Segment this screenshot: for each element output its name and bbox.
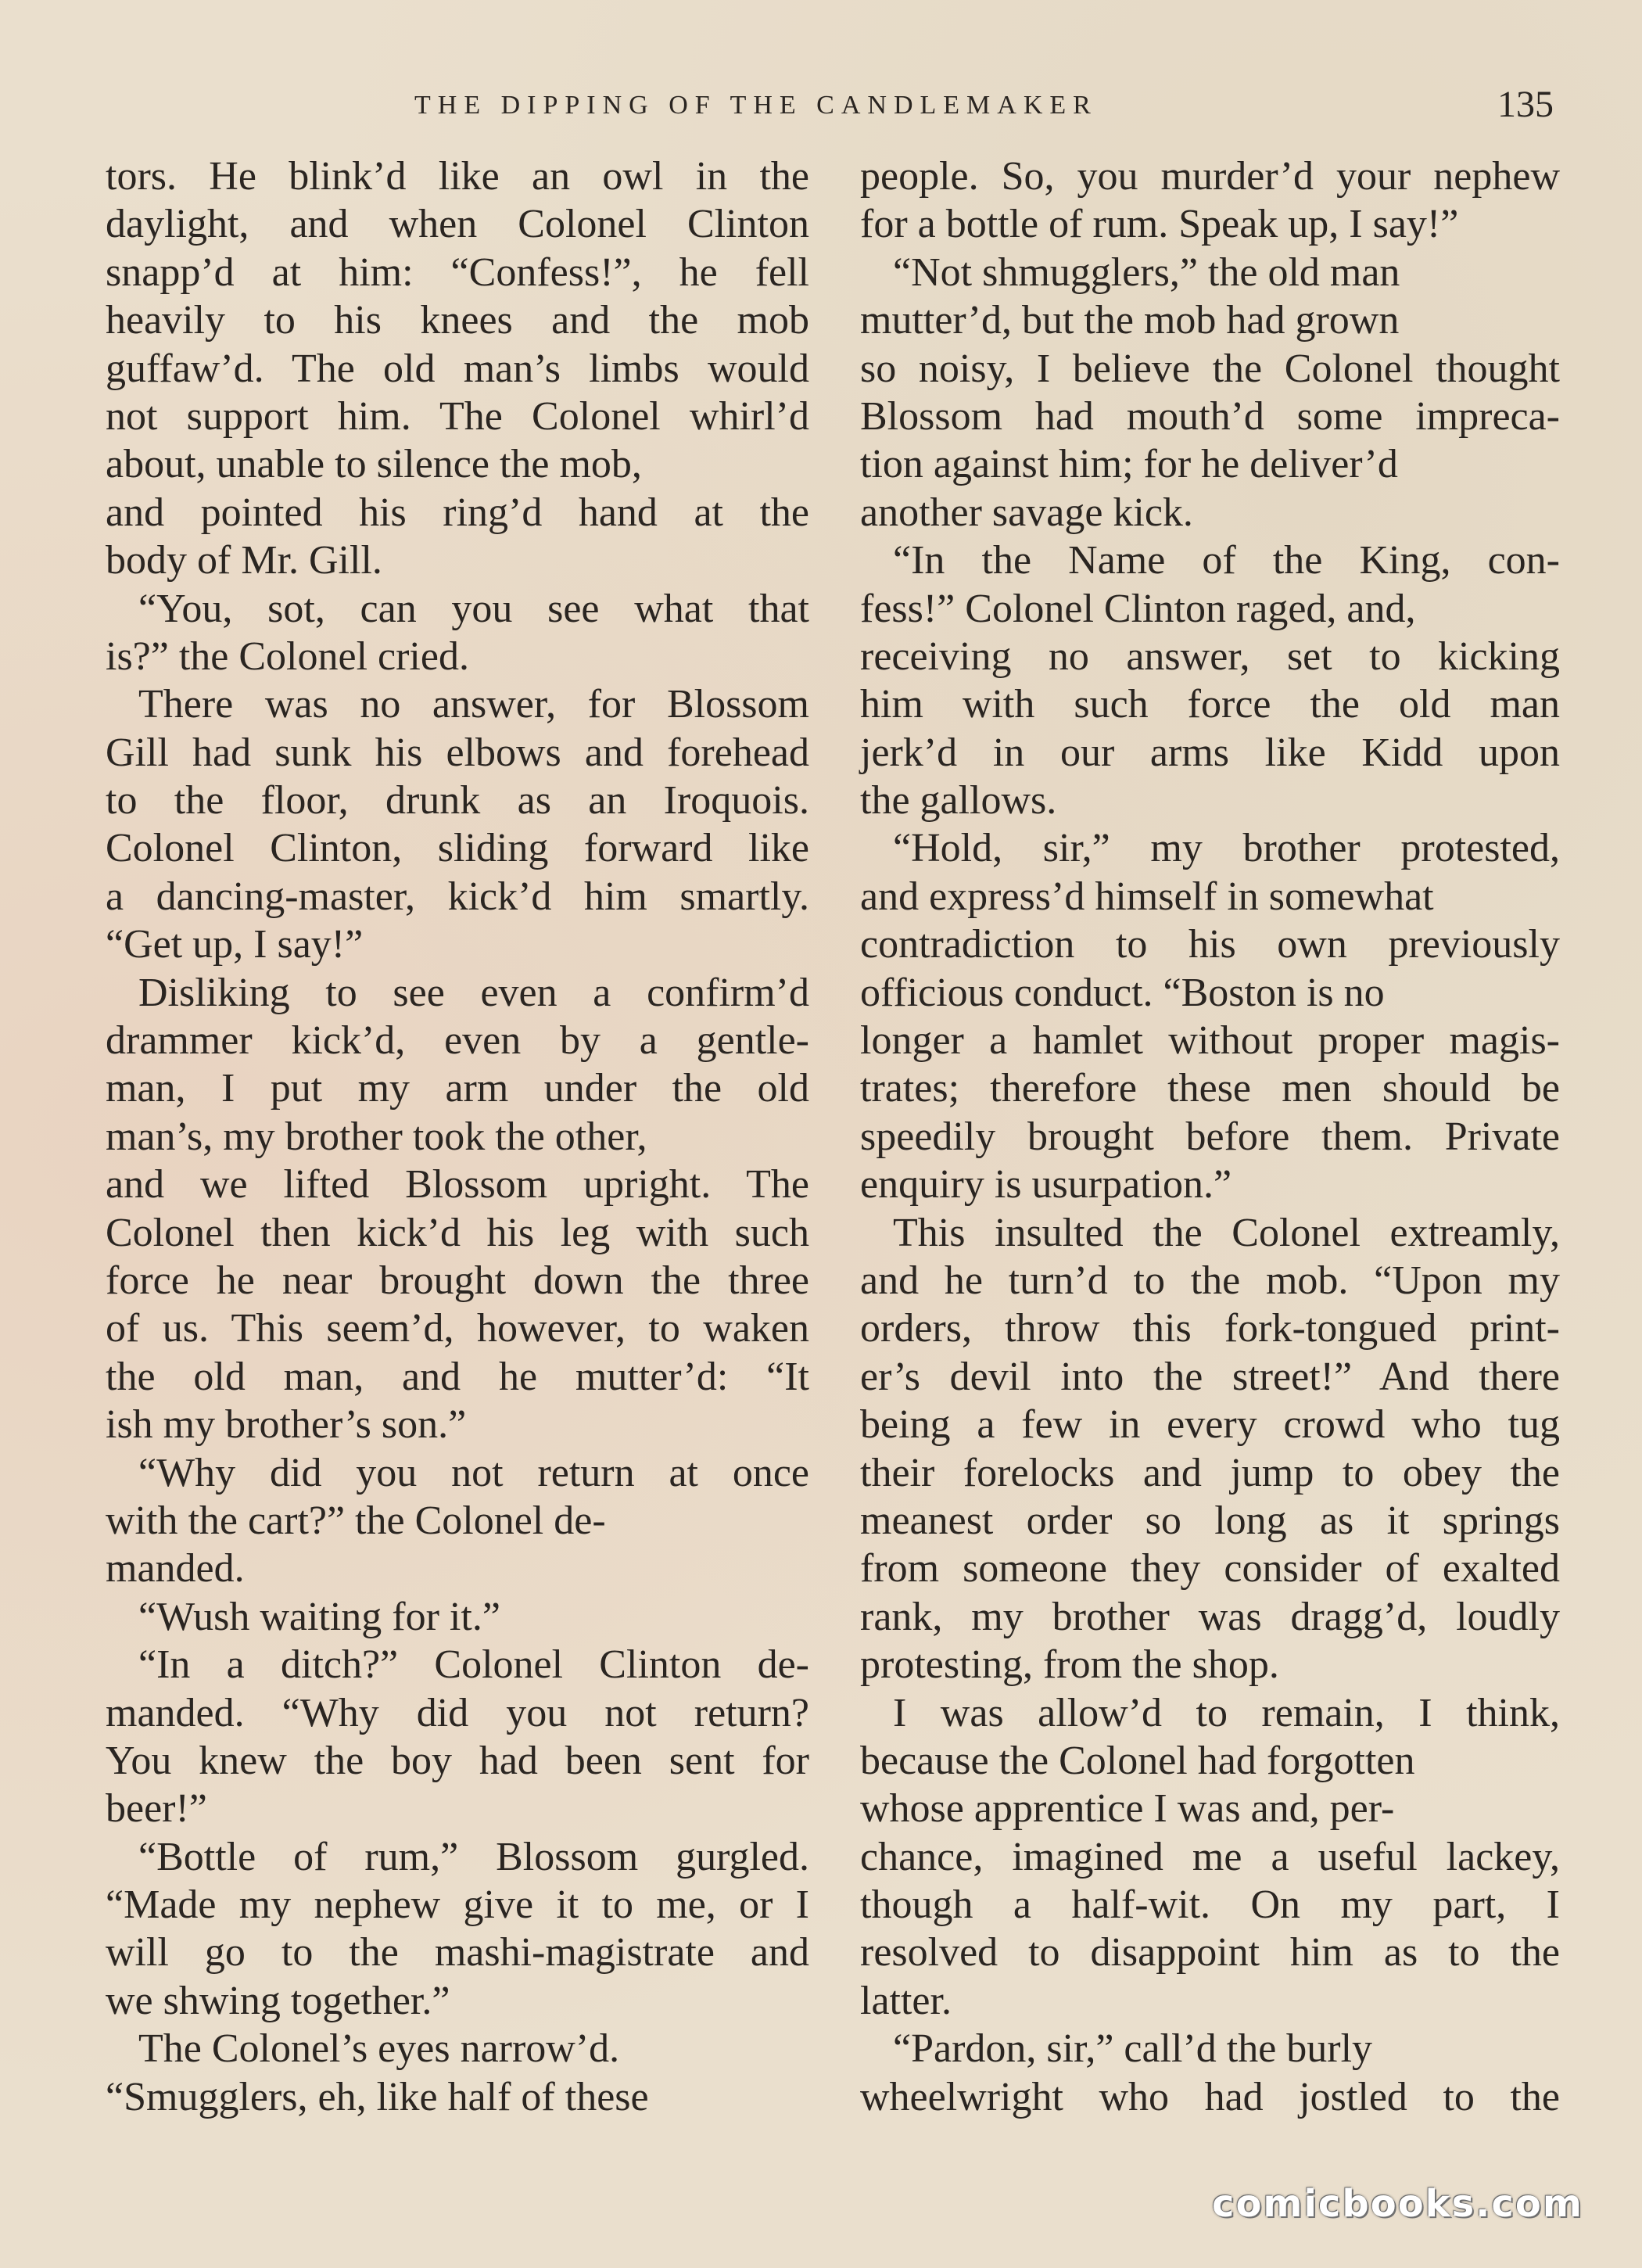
text-line: wheelwright who had jostled to the [860, 2074, 1560, 2119]
text-line: the old man, and he mutter’d: “It [106, 1354, 809, 1399]
text-line: and pointed his ring’d hand at the [106, 490, 809, 535]
paragraph [860, 1209, 1564, 1689]
text-line: a dancing-master, kick’d him smartly. [106, 874, 809, 919]
text-line: latter. [860, 1978, 952, 2023]
text-line: whose apprentice I was and, per- [860, 1786, 1395, 1832]
paragraph [860, 824, 1564, 1208]
right-text-column [860, 153, 1564, 2121]
text-line: This insulted the Colonel extreamly, [893, 1210, 1560, 1255]
text-line: The Colonel’s eyes narrow’d. [138, 2026, 620, 2072]
text-line: him with such force the old man [860, 682, 1560, 727]
text-line: “Hold, sir,” my brother protested, [893, 826, 1560, 871]
paragraph [860, 1689, 1564, 2026]
text-line: beer!” [106, 1786, 207, 1832]
text-line: meanest order so long as it springs [860, 1498, 1560, 1543]
text-line: receiving no answer, set to kicking [860, 633, 1560, 679]
text-line: so noisy, I believe the Colonel thought [860, 346, 1560, 391]
text-line: contradiction to his own previously [860, 922, 1560, 967]
paragraph [860, 536, 1564, 824]
text-line: another savage kick. [860, 490, 1193, 535]
text-line: fess!” Colonel Clinton raged, and, [860, 586, 1416, 631]
text-line: daylight, and when Colonel Clinton [106, 202, 809, 247]
text-line: of us. This seem’d, however, to waken [106, 1306, 809, 1351]
text-line: “Wush waiting for it.” [138, 1594, 500, 1639]
text-line: Colonel Clinton, sliding forward like [106, 826, 809, 871]
text-line: people. So, you murder’d your nephew [860, 154, 1560, 199]
text-line: to the floor, drunk as an Iroquois. [106, 778, 809, 824]
paragraph [860, 2025, 1564, 2121]
text-line: man, I put my arm under the old [106, 1066, 809, 1111]
text-line: “You, sot, can you see what that [138, 586, 809, 631]
text-line: we shwing together.” [106, 1978, 450, 2023]
text-line: for a bottle of rum. Speak up, I say!” [860, 202, 1459, 247]
page-header [0, 82, 1642, 137]
text-line: drammer kick’d, even by a gentle- [106, 1018, 809, 1064]
text-line: officious conduct. “Boston is no [860, 970, 1385, 1015]
text-line: though a half-wit. On my part, I [860, 1882, 1560, 1928]
text-line: resolved to disappoint him as to the [860, 1930, 1560, 1976]
running-title: THE DIPPING OF THE CANDLEMAKER [414, 91, 1098, 120]
text-line: “Bottle of rum,” Blossom gurgled. [138, 1834, 809, 1879]
text-line: man’s, my brother took the other, [106, 1114, 647, 1159]
text-line: speedily brought before them. Private [860, 1114, 1560, 1159]
text-line: because the Colonel had forgotten [860, 1738, 1415, 1783]
text-line: not support him. The Colonel whirl’d [106, 393, 809, 439]
text-line: and he turn’d to the mob. “Upon my [860, 1258, 1560, 1303]
text-line: and we lifted Blossom upright. The [106, 1162, 809, 1208]
text-line: rank, my brother was dragg’d, loudly [860, 1594, 1560, 1639]
paragraph [106, 153, 813, 585]
paragraph [106, 969, 813, 1449]
text-line: “Pardon, sir,” call’d the burly [893, 2026, 1373, 2072]
text-line: “Smugglers, eh, like half of these [106, 2074, 649, 2119]
text-line: mutter’d, but the mob had grown [860, 298, 1400, 343]
text-line: “Get up, I say!” [106, 922, 364, 967]
text-line: from someone they consider of exalted [860, 1546, 1560, 1592]
text-line: jerk’d in our arms like Kidd upon [860, 730, 1560, 775]
watermark: comicbooks.com [1212, 2182, 1583, 2226]
paragraph [106, 2025, 813, 2121]
paragraph [106, 1641, 813, 1833]
paragraph [860, 153, 1564, 249]
paragraph [106, 1449, 813, 1593]
text-line: and express’d himself in somewhat [860, 874, 1434, 919]
text-line: trates; therefore these men should be [860, 1066, 1560, 1111]
text-line: Colonel then kick’d his leg with such [106, 1210, 809, 1255]
paragraph [106, 1593, 813, 1641]
text-line: with the cart?” the Colonel de- [106, 1498, 606, 1543]
text-line: manded. “Why did you not return? [106, 1690, 809, 1735]
paragraph [860, 249, 1564, 536]
text-line: ish my brother’s son.” [106, 1402, 467, 1448]
text-line: tors. He blink’d like an owl in the [106, 154, 809, 199]
text-line: the gallows. [860, 778, 1057, 824]
text-line: force he near brought down the three [106, 1258, 809, 1303]
paragraph [106, 585, 813, 681]
paragraph [106, 1833, 813, 2026]
text-line: about, unable to silence the mob, [106, 442, 642, 487]
page-number: 135 [1497, 84, 1554, 125]
text-line: manded. [106, 1546, 245, 1592]
text-line: guffaw’d. The old man’s limbs would [106, 346, 809, 391]
text-line: protesting, from the shop. [860, 1642, 1279, 1688]
text-line: I was allow’d to remain, I think, [893, 1690, 1560, 1735]
text-line: Blossom had mouth’d some impreca- [860, 393, 1560, 439]
text-line: tion against him; for he deliver’d [860, 442, 1398, 487]
text-line: enquiry is usurpation.” [860, 1162, 1232, 1208]
text-line: is?” the Colonel cried. [106, 633, 469, 679]
text-line: “In the Name of the King, con- [893, 538, 1560, 583]
text-line: snapp’d at him: “Confess!”, he fell [106, 249, 809, 295]
text-line: There was no answer, for Blossom [138, 682, 809, 727]
text-line: body of Mr. Gill. [106, 538, 382, 583]
text-line: “Made my nephew give it to me, or I [106, 1882, 809, 1928]
text-line: “In a ditch?” Colonel Clinton de- [138, 1642, 809, 1688]
paragraph [106, 680, 813, 968]
text-line: chance, imagined me a useful lackey, [860, 1834, 1560, 1879]
text-line: being a few in every crowd who tug [860, 1402, 1560, 1448]
text-line: “Why did you not return at once [138, 1450, 809, 1495]
text-line: “Not shmugglers,” the old man [893, 249, 1400, 295]
text-line: longer a hamlet without proper magis- [860, 1018, 1560, 1064]
text-line: orders, throw this fork-tongued print- [860, 1306, 1560, 1351]
text-line: Gill had sunk his elbows and forehead [106, 730, 809, 775]
text-line: heavily to his knees and the mob [106, 298, 809, 343]
text-line: er’s devil into the street!” And there [860, 1354, 1560, 1399]
text-line: You knew the boy had been sent for [106, 1738, 809, 1783]
text-line: will go to the mashi-magistrate and [106, 1930, 809, 1976]
left-text-column [106, 153, 813, 2121]
text-line: their forelocks and jump to obey the [860, 1450, 1560, 1495]
text-line: Disliking to see even a confirm’d [138, 970, 809, 1015]
